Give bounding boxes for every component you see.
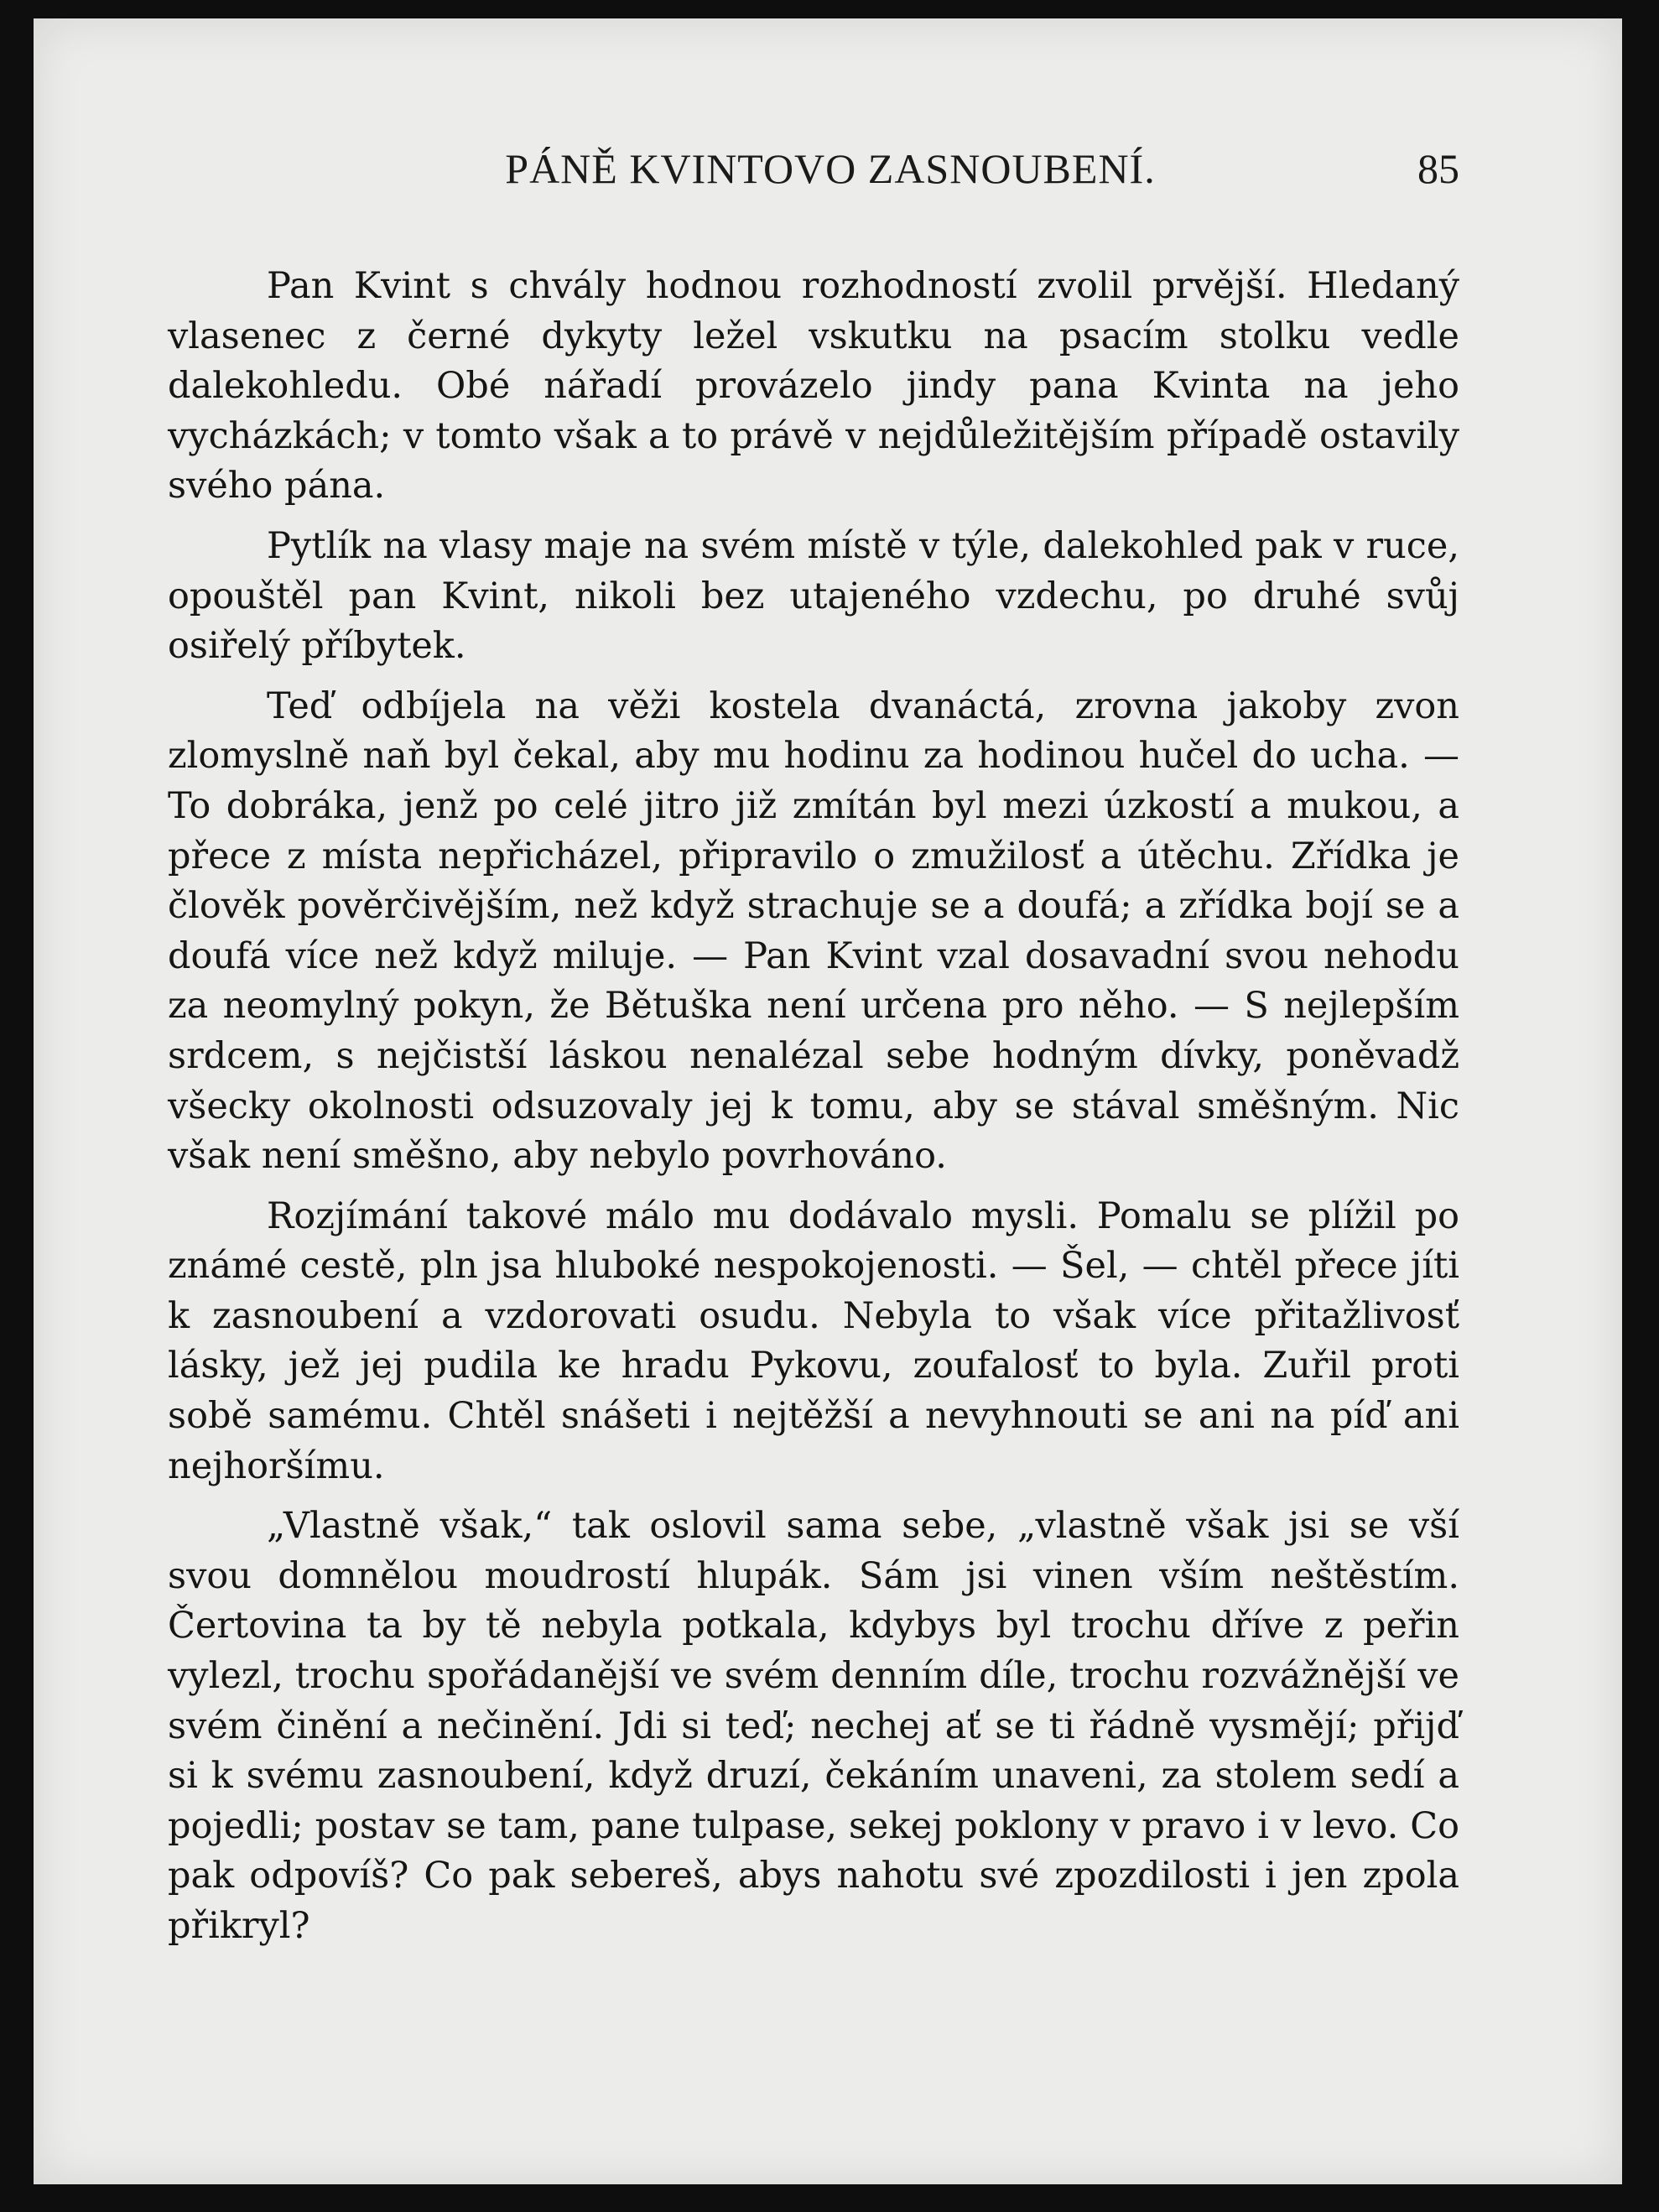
paragraph: Pytlík na vlasy maje na svém místě v týle, dalekohled pak v ruce, opouštěl pan Kvint, nikoli bez utajeného vzdechu, po druhé svůj osiřelý příbytek. — [168, 524, 1459, 668]
paragraph: Rozjímání takové málo mu dodávalo mysli. Pomalu se plížil po známé cestě, pln jsa hluboké nespokojenosti. — Šel, — chtěl přece jíti k zasnoubení a vzdorovati osudu. Nebyla to však více přitažlivosť lásky, jež jej pudila ke hradu Pykovu, zoufalosť to byla. Zuřil proti sobě samému. Chtěl snášeti i nejtěžší a nevyhnouti se ani na píď ani nejhoršímu. — [168, 1194, 1459, 1487]
page-number: 85 — [1417, 145, 1459, 192]
paragraph: Teď odbíjela na věži kostela dvanáctá, zrovna jakoby zvon zlomyslně naň byl čekal, aby mu hodinu za hodinou hučel do ucha. — To dobráka, jenž po celé jitro již zmítán byl mezi úzkostí a mukou, a přece z místa nepřicházel, připravilo o zmužilosť a útěchu. Zřídka je člověk pověrčivějším, než když strachuje se a doufá; a zřídka bojí se a doufá více než když miluje. — Pan Kvint vzal dosavadní svou nehodu za neomylný pokyn, že Bětuška není určena pro něho. — S nejlepším srdcem, s nejčistší láskou nenalézal sebe hodným dívky, poněvadž všecky okolnosti odsuzovaly jej k tomu, aby se stával směšným. Nic však není směšno, aby nebylo povrhováno. — [168, 684, 1459, 1178]
paragraph: „Vlastně však,“ tak oslovil sama sebe, „vlastně však jsi se vší svou domnělou moudrostí hlupák. Sám jsi vinen vším neštěstím. Čertovina ta by tě nebyla potkala, kdybys byl trochu dříve z peřin vylezl, trochu spořádanější ve svém denním díle, trochu rozvážnější ve svém činění a nečinění. Jdi si teď; nechej ať se ti řádně vysmějí; přijď si k svému zasnoubení, když druzí, čekáním unaveni, za stolem sedí a pojedli; postav se tam, pane tulpase, sekej poklony v pravo i v levo. Co pak odpovíš? Co pak sebereš, abys nahotu své zpozdilosti i jen zpola přikryl? — [168, 1505, 1459, 1947]
book-page — [34, 18, 1622, 2184]
chapter-title: PÁNĚ KVINTOVO ZASNOUBENÍ. — [505, 145, 1156, 192]
running-header — [168, 144, 1459, 203]
paragraph: Pan Kvint s chvály hodnou rozhodností zvolil prvější. Hledaný vlasenec z černé dykyty ležel vskutku na psacím stolku vedle dalekohledu. Obé nářadí provázelo jindy pana Kvinta na jeho vycházkách; v tomto však a to právě v nejdůležitějším případě ostavily svého pána. — [168, 265, 1459, 507]
body-text — [168, 262, 1459, 1962]
